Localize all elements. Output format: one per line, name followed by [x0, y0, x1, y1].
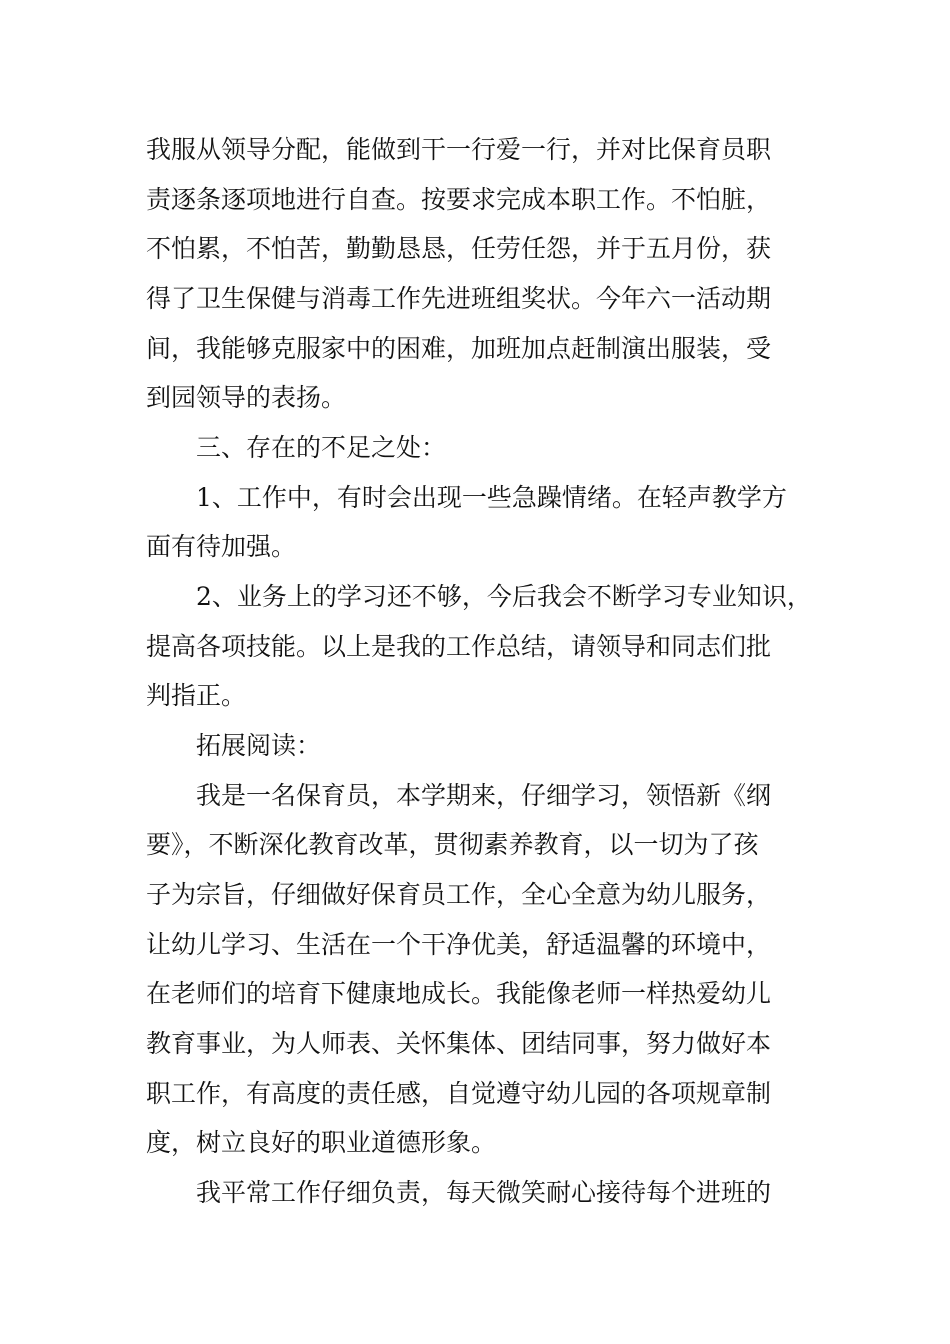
text-line: 面有待加强。 [146, 532, 297, 561]
text-line: 教育事业，为人师表、关怀集体、团结同事，努力做好本 [146, 1029, 772, 1058]
text-line: 职工作，有高度的责任感，自觉遵守幼儿园的各项规章制 [146, 1079, 772, 1108]
text-line: 责逐条逐项地进行自查。按要求完成本职工作。不怕脏， [146, 185, 772, 214]
text-line: 1、工作中，有时会出现一些急躁情绪。在轻声教学方 [196, 483, 787, 512]
text-line: 提高各项技能。以上是我的工作总结，请领导和同志们批 [146, 632, 772, 661]
text-line: 到园领导的表扬。 [146, 383, 347, 412]
text-line: 我服从领导分配，能做到干一行爱一行，并对比保育员职 [146, 135, 772, 164]
text-line: 我是一名保育员，本学期来，仔细学习，领悟新《纲 [196, 781, 772, 810]
text-line: 得了卫生保健与消毒工作先进班组奖状。今年六一活动期 [146, 284, 772, 313]
text-line: 子为宗旨，仔细做好保育员工作，全心全意为幼儿服务， [146, 880, 772, 909]
section-heading: 三、存在的不足之处： [196, 433, 447, 462]
text-line: 我平常工作仔细负责，每天微笑耐心接待每个进班的 [196, 1178, 772, 1207]
text-line: 间，我能够克服家中的困难，加班加点赶制演出服装，受 [146, 334, 772, 363]
text-line: 让幼儿学习、生活在一个干净优美，舒适温馨的环境中， [146, 930, 772, 959]
text-line: 在老师们的培育下健康地成长。我能像老师一样热爱幼儿 [146, 979, 772, 1008]
text-line: 要》，不断深化教育改革，贯彻素养教育，以一切为了孩 [146, 830, 759, 859]
text-line: 2、业务上的学习还不够，今后我会不断学习专业知识， [196, 582, 812, 611]
text-line: 度，树立良好的职业道德形象。 [146, 1128, 497, 1157]
text-line: 不怕累，不怕苦，勤勤恳恳，任劳任怨，并于五月份，获 [146, 234, 772, 263]
text-line: 判指正。 [146, 681, 247, 710]
section-heading: 拓展阅读： [196, 731, 322, 760]
